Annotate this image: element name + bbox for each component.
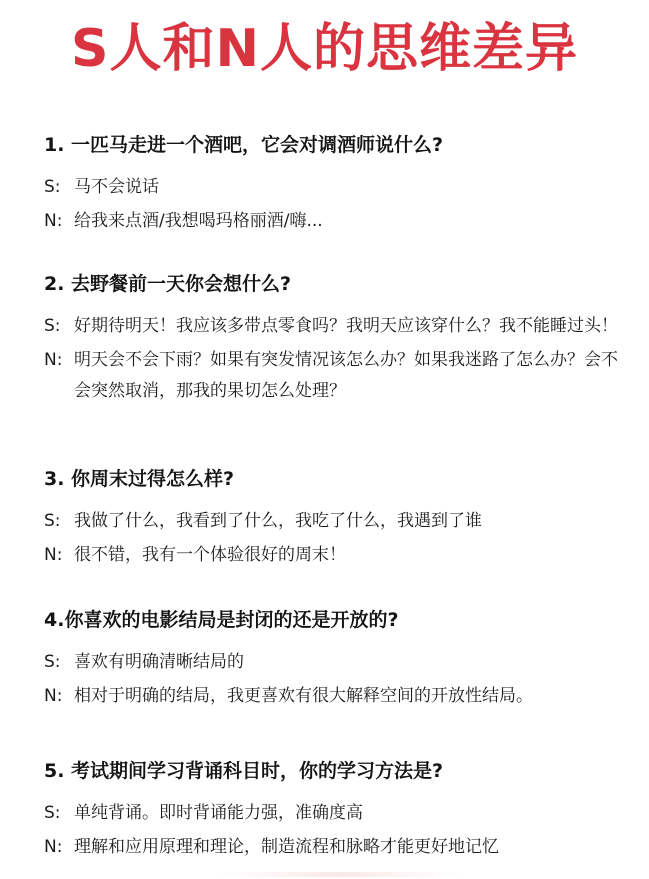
answer-n-2 [44,345,629,407]
answer-n-text: 理解和应用原理和理论，制造流程和脉略才能更好地记忆 [74,837,499,857]
qa-item-4 [44,607,629,715]
answer-n-label: N: [44,837,63,857]
answer-s-text: 单纯背诵。即时背诵能力强，准确度高 [74,803,363,823]
answer-s-text: 马不会说话 [74,177,159,197]
answer-s-label: S: [44,316,61,336]
answer-n-1 [44,206,629,237]
answer-s-4 [44,647,629,678]
answer-n-label: N: [44,350,63,370]
qa-item-1 [44,132,629,240]
answer-s-text: 喜欢有明确清晰结局的 [74,652,244,672]
answer-s-label: S: [44,511,61,531]
qa-item-5 [44,758,629,866]
answer-n-4 [44,681,629,712]
answer-n-text: 明天会不会下雨？如果有突发情况该怎么办？如果我迷路了怎么办？会不会突然取消，那我的果切怎么处理？ [74,350,618,401]
answer-n-5 [44,832,629,863]
bottom-decoration [220,872,460,877]
answer-s-2 [44,311,629,342]
answer-n-label: N: [44,686,63,706]
question-4: 4.你喜欢的电影结局是封闭的还是开放的? [44,609,399,631]
answer-s-label: S: [44,803,61,823]
answer-n-text: 给我来点酒/我想喝玛格丽酒/嗨... [74,211,323,231]
answer-s-text: 我做了什么，我看到了什么，我吃了什么，我遇到了谁 [74,511,482,531]
question-1: 1. 一匹马走进一个酒吧，它会对调酒师说什么? [44,134,444,156]
answer-s-1 [44,172,629,203]
question-2: 2. 去野餐前一天你会想什么? [44,273,292,295]
answer-n-label: N: [44,211,63,231]
answer-s-text: 好期待明天！我应该多带点零食吗？我明天应该穿什么？我不能睡过头！ [74,316,618,336]
answer-n-text: 很不错，我有一个体验很好的周末！ [74,545,346,565]
question-3: 3. 你周末过得怎么样? [44,468,235,490]
qa-item-3 [44,466,629,574]
answer-s-label: S: [44,177,61,197]
answer-s-3 [44,506,629,537]
answer-n-3 [44,540,629,571]
answer-s-label: S: [44,652,61,672]
page-title: S人和N人的思维差异 [71,19,578,79]
answer-n-label: N: [44,545,63,565]
qa-item-2 [44,271,629,410]
answer-s-5 [44,798,629,829]
question-5: 5. 考试期间学习背诵科目时，你的学习方法是? [44,760,444,782]
answer-n-text: 相对于明确的结局，我更喜欢有很大解释空间的开放性结局。 [74,686,533,706]
